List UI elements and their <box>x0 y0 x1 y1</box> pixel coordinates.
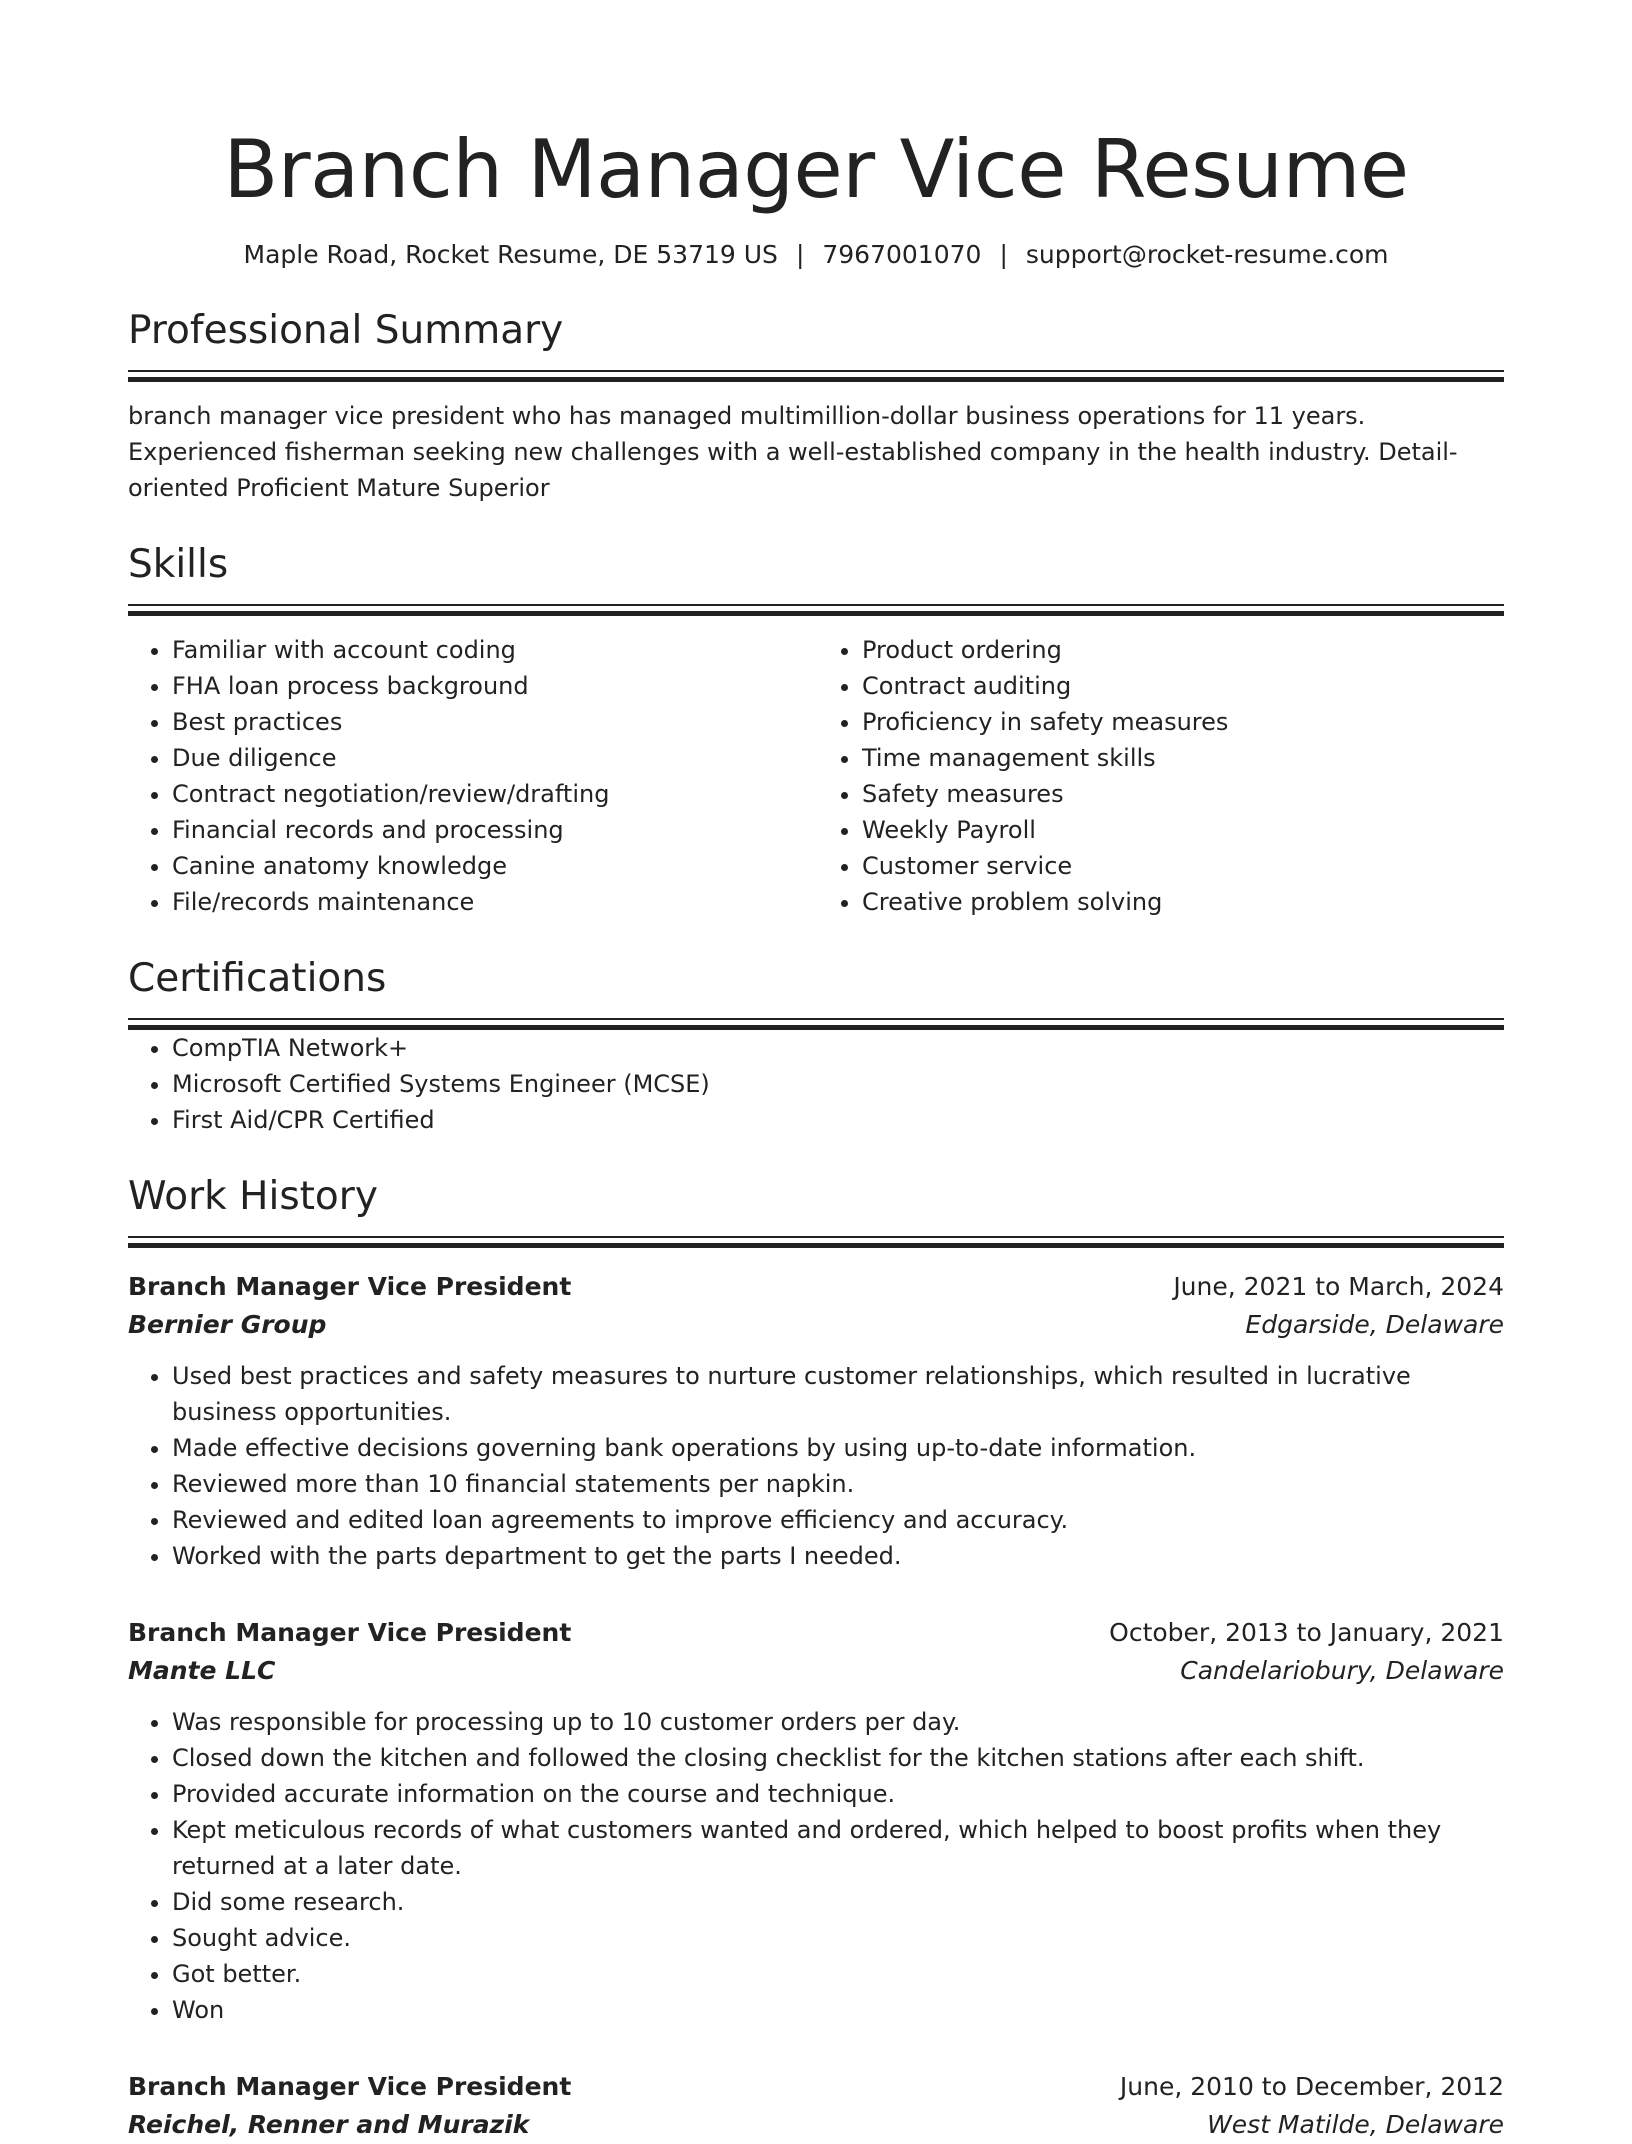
skill-item: • Financial records and processing <box>172 812 816 848</box>
job-title: Branch Manager Vice President <box>128 2072 572 2101</box>
job-company: Bernier Group <box>128 1310 327 1339</box>
job-bullet: • Was responsible for processing up to 10 customer orders per day. <box>172 1704 1504 1740</box>
certifications-heading: Certifications <box>128 956 387 1001</box>
contact-line <box>128 238 1504 272</box>
resume-content <box>128 0 1504 2144</box>
summary-heading: Professional Summary <box>128 308 564 353</box>
skills-grid <box>128 632 1504 920</box>
skill-item: • Contract negotiation/review/drafting <box>172 776 816 812</box>
job-bullet: • Kept meticulous records of what customers wanted and ordered, which helped to boost profits when they returned at a later date. <box>172 1812 1504 1884</box>
job-dates: October, 2013 to January, 2021 <box>1109 1618 1504 1647</box>
skill-item: • Familiar with account coding <box>172 632 816 668</box>
job-header-row <box>128 2068 1504 2106</box>
job-bullet: • Reviewed more than 10 financial statements per napkin. <box>172 1466 1504 1502</box>
certifications-list <box>128 1030 1504 1138</box>
job-company: Reichel, Renner and Murazik <box>128 2110 530 2139</box>
skill-item: • File/records maintenance <box>172 884 816 920</box>
skill-item: • Weekly Payroll <box>862 812 1504 848</box>
job-company-row <box>128 1306 1504 1344</box>
job-location: Edgarside, Delaware <box>1245 1310 1504 1339</box>
skill-item: • Time management skills <box>862 740 1504 776</box>
job-bullet: • Reviewed and edited loan agreements to improve efficiency and accuracy. <box>172 1502 1504 1538</box>
contact-address: Maple Road, Rocket Resume, DE 53719 US <box>243 240 778 269</box>
skill-item: • Contract auditing <box>862 668 1504 704</box>
job-entry <box>128 1268 1504 1574</box>
job-title: Branch Manager Vice President <box>128 1618 572 1647</box>
skill-item: • Product ordering <box>862 632 1504 668</box>
skills-left-list <box>128 632 816 920</box>
contact-email: support@rocket-resume.com <box>1025 240 1389 269</box>
skill-item: • Customer service <box>862 848 1504 884</box>
certification-item: • CompTIA Network+ <box>172 1030 1504 1066</box>
job-header-row <box>128 1268 1504 1306</box>
job-bullet: • Worked with the parts department to get the parts I needed. <box>172 1538 1504 1574</box>
contact-phone: 7967001070 <box>822 240 982 269</box>
job-bullet: • Used best practices and safety measures to nurture customer relationships, which resulted in lucrative business opportunities. <box>172 1358 1504 1430</box>
skill-item: • Due diligence <box>172 740 816 776</box>
job-entry <box>128 2068 1504 2144</box>
summary-section <box>128 306 1504 506</box>
skills-right-column <box>816 632 1504 920</box>
skills-heading: Skills <box>128 542 229 587</box>
contact-separator: | <box>999 240 1008 269</box>
job-location: West Matilde, Delaware <box>1207 2110 1504 2139</box>
skills-right-list <box>816 632 1504 920</box>
job-bullet: • Did some research. <box>172 1884 1504 1920</box>
contact-separator: | <box>795 240 805 269</box>
work-history-heading: Work History <box>128 1174 378 1219</box>
section-divider <box>128 604 1504 616</box>
job-bullet: • Won <box>172 1992 1504 2028</box>
skill-item: • Creative problem solving <box>862 884 1504 920</box>
jobs-list <box>128 1268 1504 2144</box>
certifications-section <box>128 954 1504 1138</box>
job-dates: June, 2010 to December, 2012 <box>1119 2072 1504 2101</box>
job-entry <box>128 1614 1504 2028</box>
resume-title: Branch Manager Vice Resume <box>223 123 1409 216</box>
certification-item: • First Aid/CPR Certified <box>172 1102 1504 1138</box>
job-bullet: • Got better. <box>172 1956 1504 1992</box>
job-title: Branch Manager Vice President <box>128 1272 572 1301</box>
certification-item: • Microsoft Certified Systems Engineer (MCSE) <box>172 1066 1504 1102</box>
work-history-section <box>128 1172 1504 2144</box>
job-bullets <box>128 1358 1504 1574</box>
skills-left-column <box>128 632 816 920</box>
section-divider <box>128 1236 1504 1248</box>
section-divider <box>128 1018 1504 1030</box>
job-location: Candelariobury, Delaware <box>1180 1656 1504 1685</box>
skill-item: • Canine anatomy knowledge <box>172 848 816 884</box>
skill-item: • Safety measures <box>862 776 1504 812</box>
job-company: Mante LLC <box>128 1656 276 1685</box>
summary-text: branch manager vice president who has managed multimillion-dollar business operations for 11 years. Experienced fisherman seeking new challenges with a well-established company in the health industry. Detail-oriented Proficient Mature Superior <box>128 402 1458 502</box>
skill-item: • Best practices <box>172 704 816 740</box>
job-company-row <box>128 1652 1504 1690</box>
job-header-row <box>128 1614 1504 1652</box>
skill-item: • Proficiency in safety measures <box>862 704 1504 740</box>
skills-section <box>128 540 1504 920</box>
job-bullets <box>128 1704 1504 2028</box>
job-dates: June, 2021 to March, 2024 <box>1173 1272 1504 1301</box>
skill-item: • FHA loan process background <box>172 668 816 704</box>
job-bullet: • Made effective decisions governing bank operations by using up-to-date information. <box>172 1430 1504 1466</box>
job-bullet: • Sought advice. <box>172 1920 1504 1956</box>
job-bullet: • Closed down the kitchen and followed the closing checklist for the kitchen stations after each shift. <box>172 1740 1504 1776</box>
job-bullet: • Provided accurate information on the course and technique. <box>172 1776 1504 1812</box>
section-divider <box>128 370 1504 382</box>
